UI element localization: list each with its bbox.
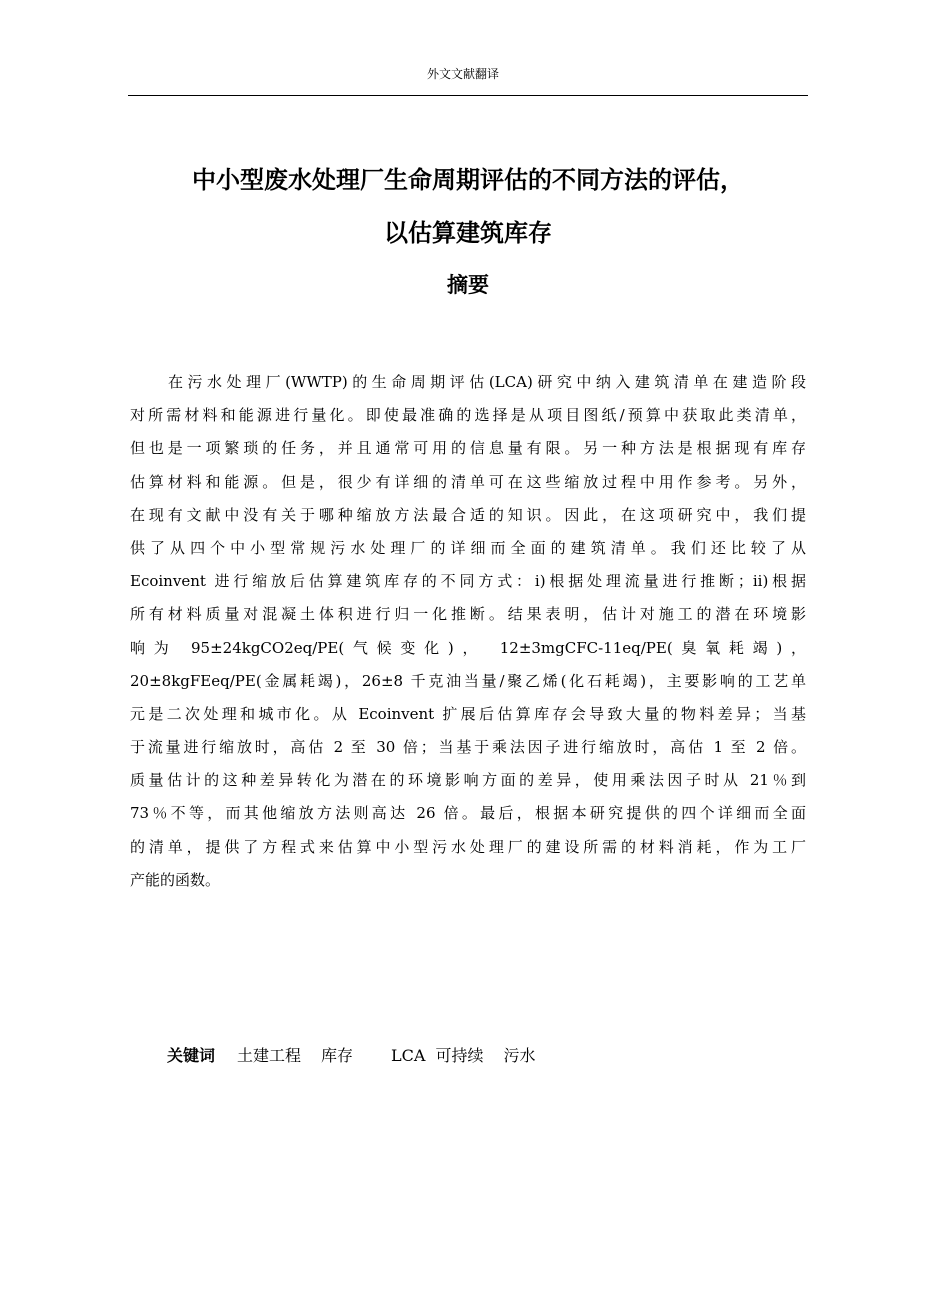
running-header: 外文文献翻译 <box>426 67 499 81</box>
abstract-line: 供了从四个中小型常规污水处理厂的详细而全面的建筑清单。我们还比较了从 <box>130 538 806 557</box>
abstract-line: 在污水处理厂(WWTP)的生命周期评估(LCA)研究中纳入建筑清单在建造阶段 <box>168 373 806 391</box>
abstract-line: 质量估计的这种差异转化为潜在的环境影响方面的差异，使用乘法因子时从 21％到 <box>130 771 806 790</box>
abstract-line: 的清单，提供了方程式来估算中小型污水处理厂的建设所需的材料消耗，作为工厂 <box>130 837 806 856</box>
keyword: 土建工程 <box>237 1046 302 1065</box>
document-title-line-2: 以估算建筑库存 <box>384 219 552 247</box>
abstract-line: 于流量进行缩放时，高估 2 至 30 倍；当基于乘法因子进行缩放时，高估 1 至 2 倍。 <box>130 738 806 757</box>
abstract-line: 产能的函数。 <box>130 870 221 889</box>
keyword: LCA <box>391 1046 426 1065</box>
abstract-line: 响为 95±24kgCO2eq/PE(气候变化)， 12±3mgCFC-11eq/PE(臭氧耗竭)， <box>130 638 806 657</box>
abstract-line: 73％不等，而其他缩放方法则高达 26 倍。最后，根据本研究提供的四个详细而全面 <box>130 804 806 823</box>
header-divider <box>128 95 808 96</box>
abstract-line: 估算材料和能源。但是，很少有详细的清单可在这些缩放过程中用作参考。另外， <box>130 472 806 491</box>
abstract-line: 元是二次处理和城市化。从 Ecoinvent 扩展后估算库存会导致大量的物料差异；当基 <box>130 704 806 723</box>
abstract-line: 所有材料质量对混凝土体积进行归一化推断。结果表明，估计对施工的潜在环境影 <box>130 605 806 624</box>
abstract-line: 在现有文献中没有关于哪种缩放方法最合适的知识。因此，在这项研究中，我们提 <box>130 505 806 524</box>
keyword: 库存 <box>321 1046 354 1065</box>
abstract-line: 但也是一项繁琐的任务，并且通常可用的信息量有限。另一种方法是根据现有库存 <box>130 439 806 458</box>
keywords-row <box>167 1043 536 1069</box>
document-title-line-1: 中小型废水处理厂生命周期评估的不同方法的评估， <box>192 166 744 194</box>
abstract-heading: 摘要 <box>447 273 489 297</box>
keywords-label: 关键词 <box>167 1046 216 1065</box>
abstract-line: 对所需材料和能源进行量化。即使最准确的选择是从项目图纸/预算中获取此类清单， <box>130 406 806 425</box>
keyword: 可持续 <box>435 1046 484 1065</box>
keyword: 污水 <box>503 1046 536 1065</box>
abstract-line: 20±8kgFEeq/PE(金属耗竭)，26±8 千克油当量/聚乙烯(化石耗竭)，主要影响的工艺单 <box>130 671 806 690</box>
abstract-line: Ecoinvent 进行缩放后估算建筑库存的不同方式：i)根据处理流量进行推断；ii)根据 <box>130 572 806 591</box>
abstract-paragraph <box>130 366 806 897</box>
